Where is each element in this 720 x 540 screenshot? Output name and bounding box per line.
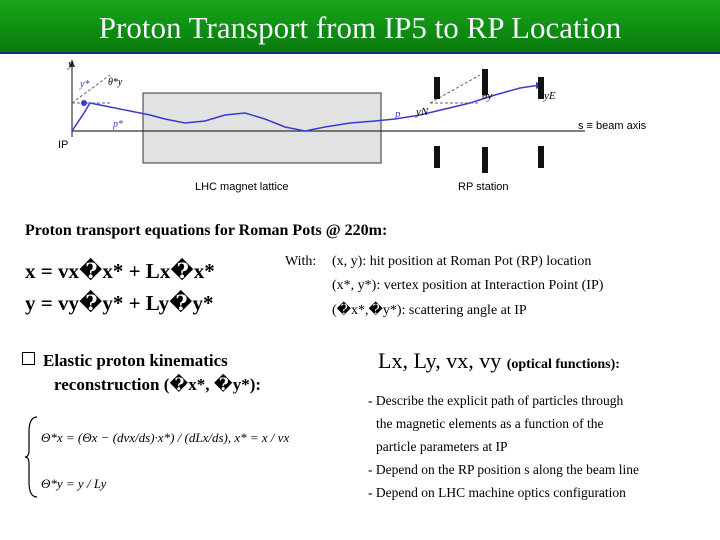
definition-angle: (�x*,�y*): scattering angle at IP (332, 303, 527, 318)
definition-hit-position: (x, y): hit position at Roman Pot (RP) location (332, 254, 592, 269)
optical-functions-note: (optical functions): (506, 357, 620, 372)
rp-pot (434, 77, 440, 99)
elastic-line-2: reconstruction (�x*, �y*): (54, 375, 262, 394)
thetan-label: θy (482, 90, 493, 102)
ip-label: IP (58, 139, 69, 151)
theta-star-label: θ*y (108, 77, 123, 88)
slide-title: Proton Transport from IP5 to RP Location (98, 10, 622, 45)
theta-x-formula: Θ*x = (Θx − (dvx/ds)·x*) / (dLx/ds), x* = x / vx (41, 430, 290, 445)
rp-pot (482, 147, 488, 173)
bullet-describe-path-cont: the magnetic elements as a function of the (376, 416, 604, 431)
definition-vertex: (x*, y*): vertex position at Interaction Point (IP) (332, 278, 604, 293)
equation-y: y = vy�y* + Ly�y* (25, 291, 214, 315)
with-label: With: (285, 254, 317, 269)
lattice-label: LHC magnet lattice (195, 181, 289, 193)
s-axis-label: s ≡ beam axis (578, 120, 647, 132)
elastic-reconstruction (22, 349, 261, 397)
bullet-optics-config: - Depend on LHC machine optics configuration (368, 485, 626, 500)
p-star-label: p* (113, 119, 123, 130)
vertex-point (81, 100, 87, 106)
y-axis-label: y (68, 58, 73, 70)
ye-label: yE (544, 90, 556, 102)
rp-pot (434, 146, 440, 168)
magnet-lattice-box (143, 93, 381, 163)
theta-y-formula: Θ*y = y / Ly (41, 476, 107, 491)
elastic-line-1: Elastic proton kinematics (43, 351, 228, 370)
optical-functions-heading (378, 348, 620, 374)
rp-station-label: RP station (458, 181, 509, 193)
bullet-describe-path-cont2: particle parameters at IP (376, 439, 508, 454)
optical-functions-label: Lx, Ly, vx, vy (378, 348, 502, 373)
bullet-describe-path: - Describe the explicit path of particles through (368, 393, 624, 408)
equations-heading: Proton transport equations for Roman Pots @ 220m: (25, 222, 388, 239)
reconstruction-formula (25, 412, 345, 502)
bullet-rp-position: - Depend on the RP position s along the beam line (368, 462, 639, 477)
bullet-box-icon (22, 352, 35, 365)
y-star-label: y* (80, 79, 90, 90)
p-label: p (395, 108, 401, 120)
equation-x: x = vx�x* + Lx�x* (25, 259, 215, 283)
yn-label: yN (416, 106, 429, 118)
rp-pot (538, 146, 544, 168)
transport-diagram (50, 55, 670, 205)
